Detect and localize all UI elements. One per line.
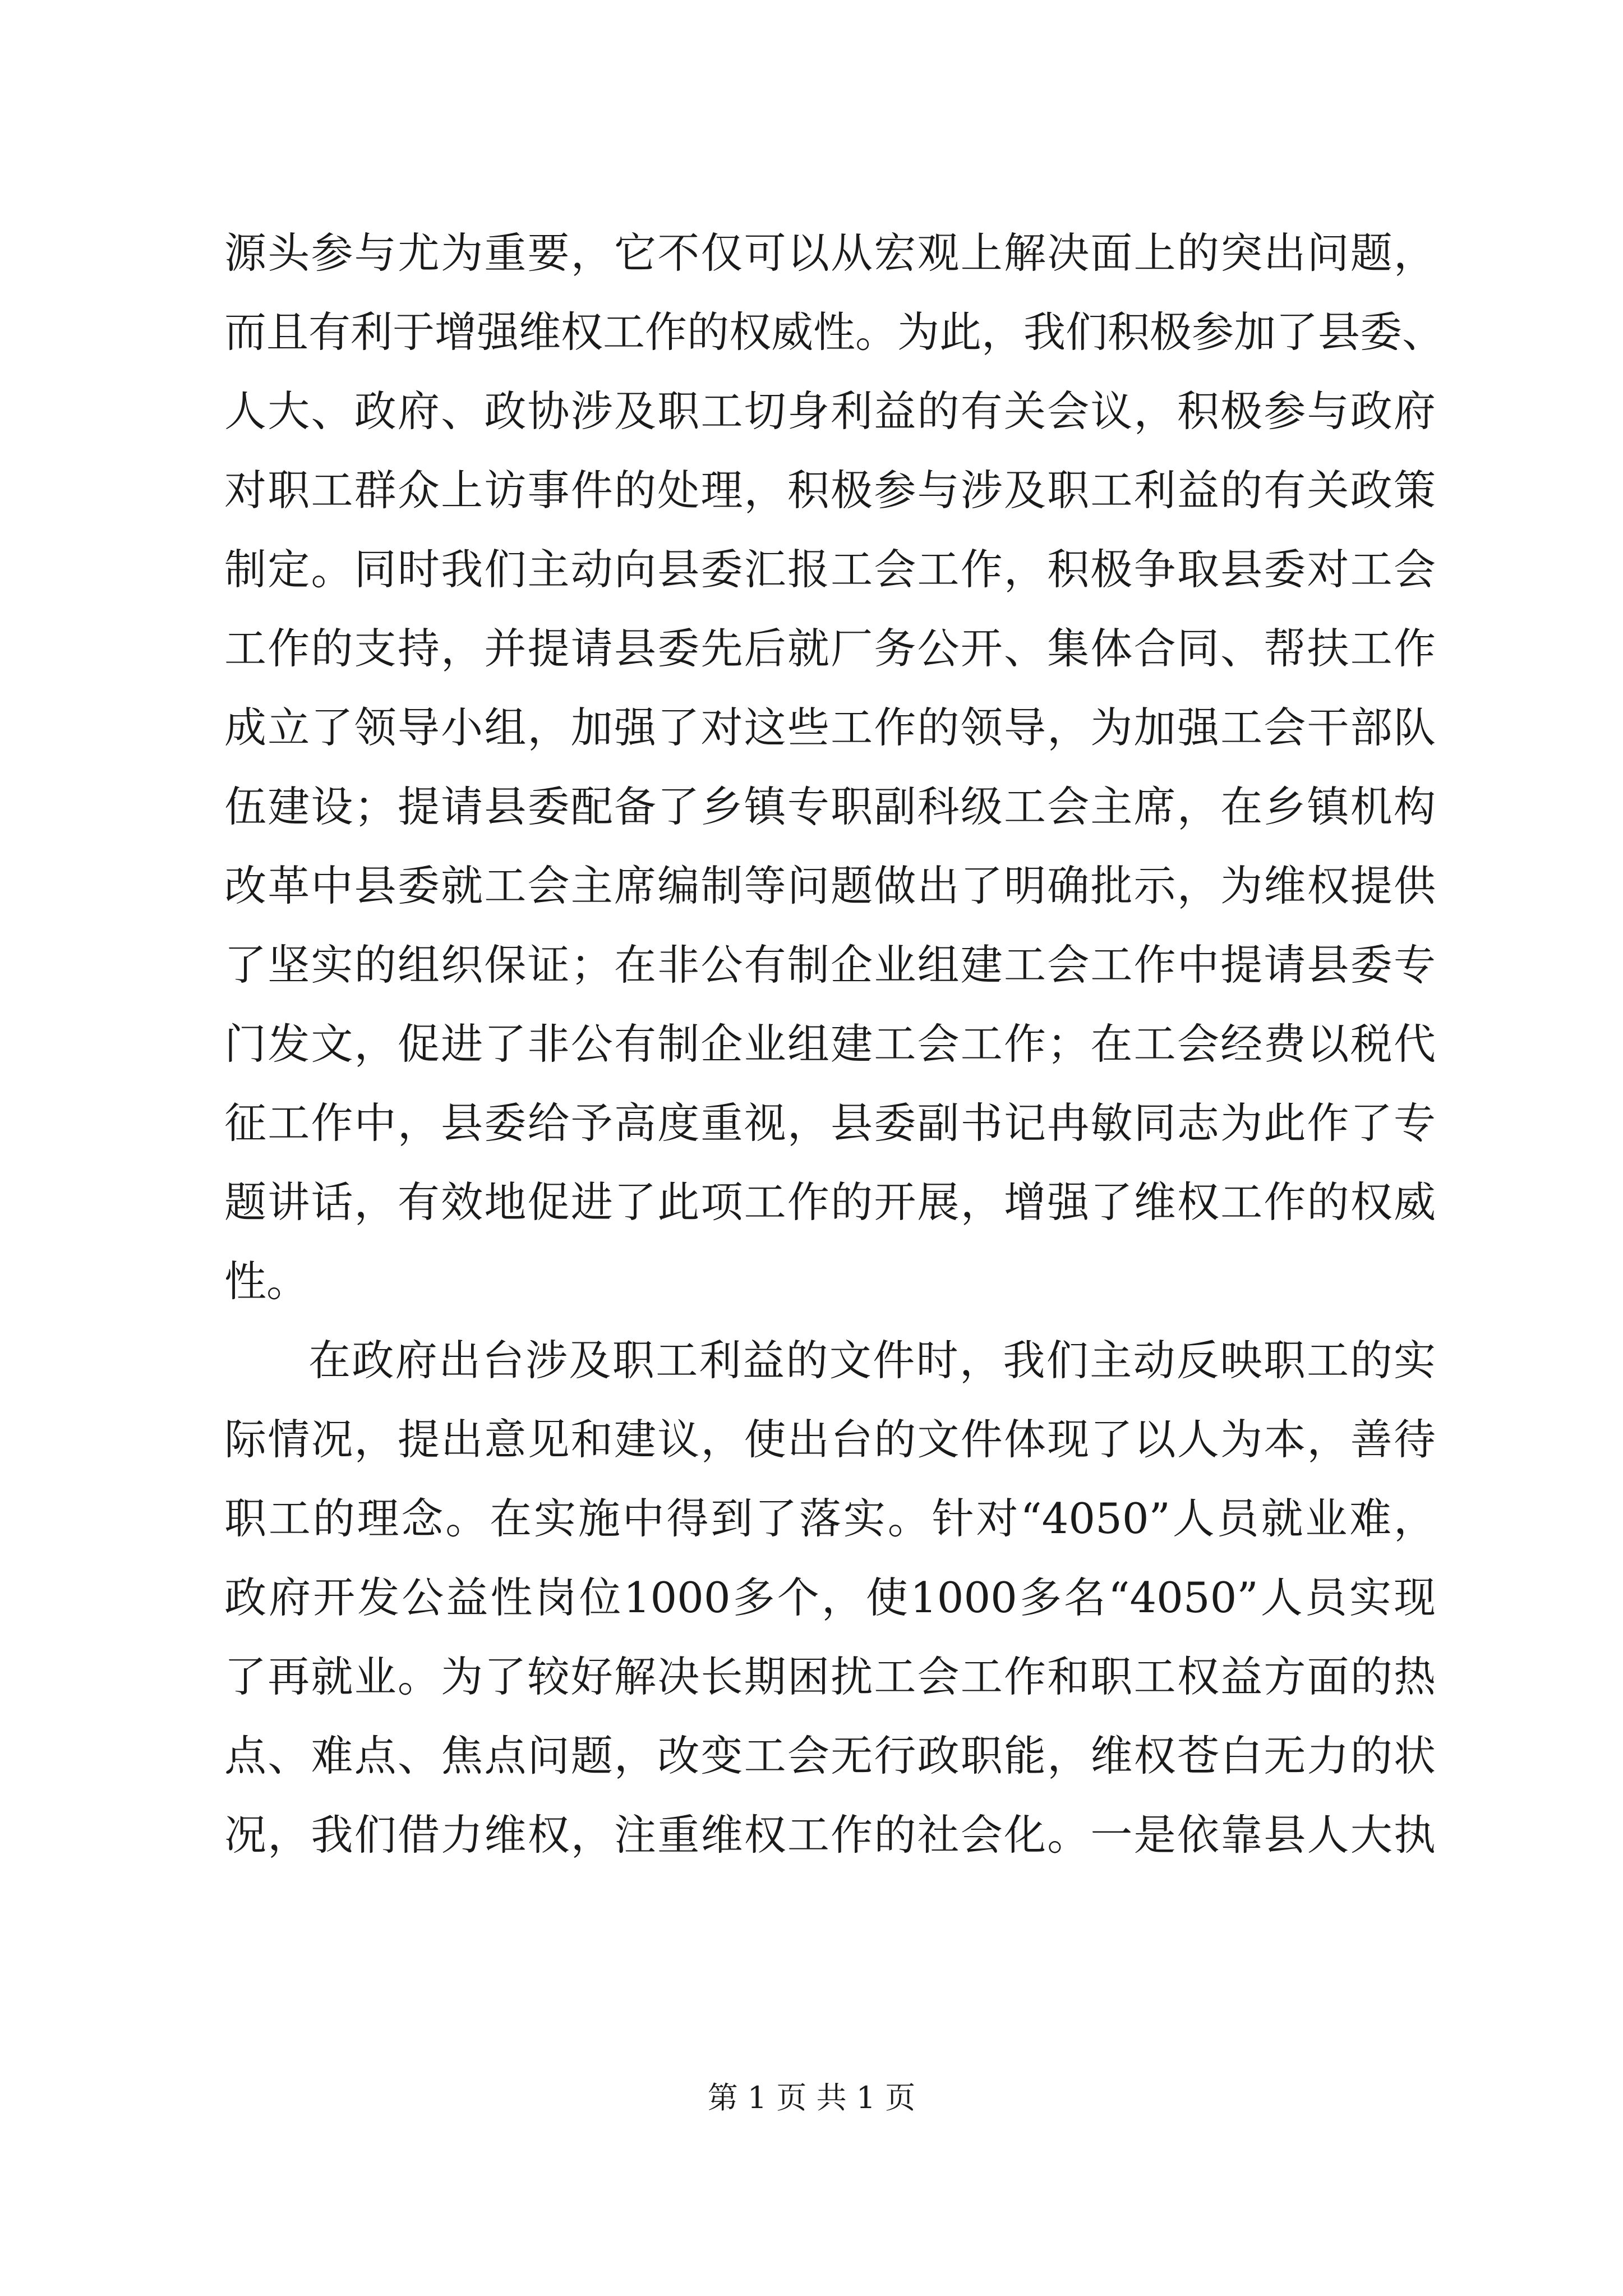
paragraph-1-line-7: 成立了领导小组，加强了对这些工作的领导，为加强工会干部队: [224, 703, 1436, 752]
paragraph-1-line-2: 而且有利于增强维权工作的权威性。为此，我们积极参加了县委、: [224, 307, 1445, 357]
paragraph-2-line-6: 点、难点、焦点问题，改变工会无行政职能，维权苍白无力的状: [224, 1731, 1436, 1780]
paragraph-1-line-11: 门发文，促进了非公有制企业组建工会工作；在工会经费以税代: [224, 1019, 1436, 1069]
paragraph-1-line-10: 了坚实的组织保证；在非公有制企业组建工会工作中提请县委专: [224, 940, 1436, 990]
paragraph-1-line-6: 工作的支持，并提请县委先后就厂务公开、集体合同、帮扶工作: [224, 624, 1436, 673]
page-number-footer: 第 1 页 共 1 页: [707, 2080, 916, 2115]
paragraph-1-line-4: 对职工群众上访事件的处理，积极参与涉及职工利益的有关政策: [224, 466, 1436, 515]
paragraph-1-line-12: 征工作中，县委给予高度重视，县委副书记冉敏同志为此作了专: [224, 1098, 1436, 1148]
paragraph-1-line-5: 制定。同时我们主动向县委汇报工会工作，积极争取县委对工会: [224, 545, 1436, 594]
paragraph-2-line-2: 际情况，提出意见和建议，使出台的文件体现了以人为本，善待: [224, 1415, 1436, 1464]
paragraph-2-line-7: 况，我们借力维权，注重维权工作的社会化。一是依靠县人大执: [224, 1810, 1436, 1860]
paragraph-2-line-5: 了再就业。为了较好解决长期困扰工会工作和职工权益方面的热: [224, 1652, 1436, 1701]
paragraph-1-line-3: 人大、政府、政协涉及职工切身利益的有关会议，积极参与政府: [224, 386, 1436, 436]
paragraph-1-line-13: 题讲话，有效地促进了此项工作的开展，增强了维权工作的权威: [224, 1177, 1436, 1227]
paragraph-1-line-1: 源头参与尤为重要，它不仅可以从宏观上解决面上的突出问题，: [224, 228, 1436, 278]
paragraph-2-line-1: 在政府出台涉及职工利益的文件时，我们主动反映职工的实: [308, 1336, 1436, 1385]
paragraph-2-line-3: 职工的理念。在实施中得到了落实。针对“4050”人员就业难，: [224, 1494, 1436, 1543]
paragraph-1-line-9: 改革中县委就工会主席编制等问题做出了明确批示，为维权提供: [224, 861, 1436, 910]
paragraph-2-line-4: 政府开发公益性岗位1000多个，使1000多名“4050”人员实现: [224, 1573, 1436, 1622]
paragraph-1-line-8: 伍建设；提请县委配备了乡镇专职副科级工会主席，在乡镇机构: [224, 782, 1436, 831]
paragraph-1-line-14: 性。: [224, 1257, 309, 1306]
